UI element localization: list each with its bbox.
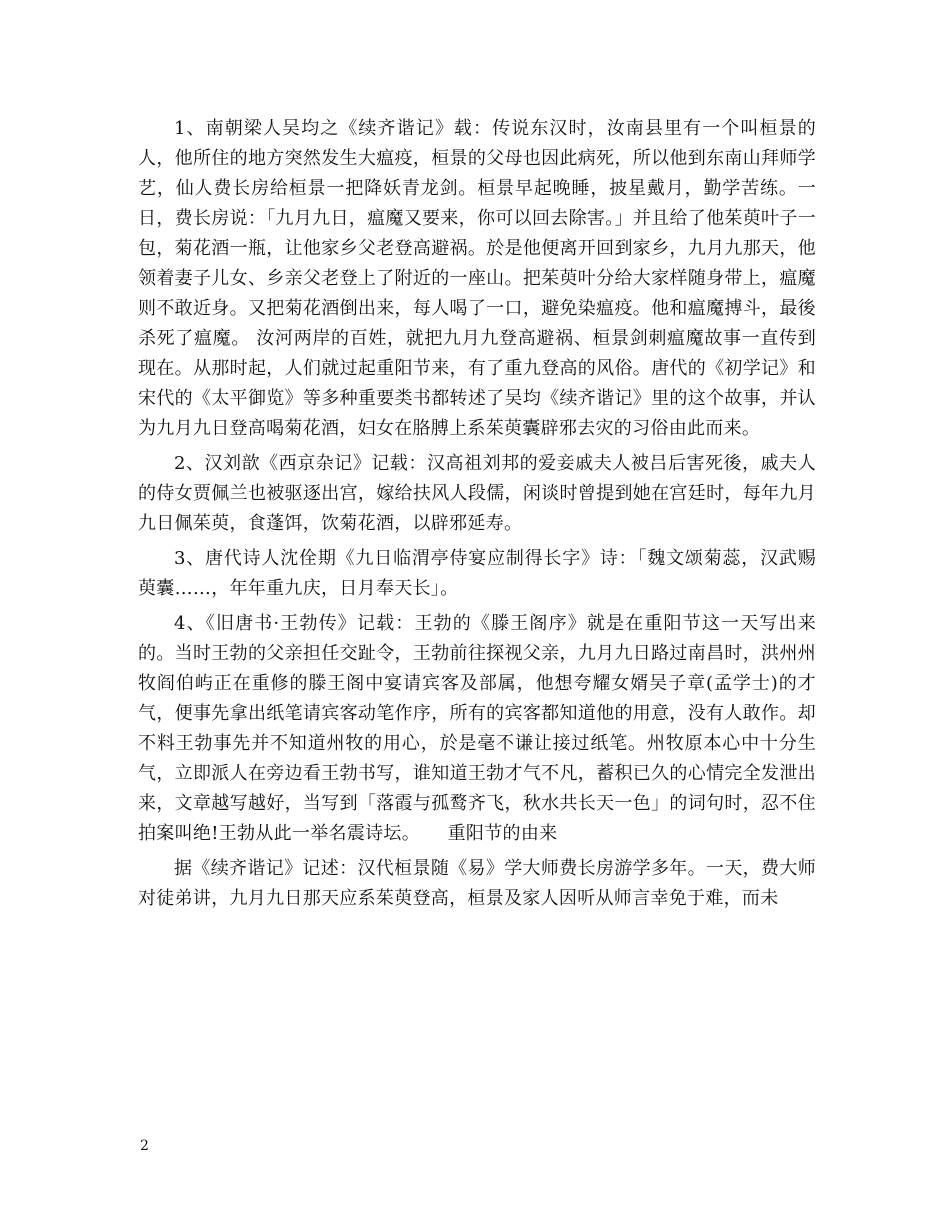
paragraph-5: 据《续齐谐记》记述：汉代桓景随《易》学大师费长房游学多年。一天，费大师对徒弟讲，九月九日那天应系茱萸登高，桓景及家人因听从师言幸免于难，而未 xyxy=(138,858,816,909)
body-text xyxy=(138,114,816,914)
paragraph-2: 2、汉刘歆《西京杂记》记载：汉高祖刘邦的爱妾戚夫人被吕后害死後，戚夫人的侍女贾佩兰也被驱逐出宫，嫁给扶风人段儒，闲谈时曾提到她在宫廷时，每年九月九日佩茱萸，食蓬饵，饮菊花酒，以辟邪延寿。 xyxy=(138,453,816,534)
paragraph-4: 4、《旧唐书·王勃传》记载：王勃的《滕王阁序》就是在重阳节这一天写出来的。当时王勃的父亲担任交趾令，王勃前往探视父亲，九月九日路过南昌时，洪州州牧阎伯屿正在重修的滕王阁中宴请宾客及部属，他想夸耀女婿吴子章(孟学士)的才气，便事先拿出纸笔请宾客动笔作序，所有的宾客都知道他的用意，没有人敢作。却不料王勃事先并不知道州牧的用心，於是毫不谦让接过纸笔。州牧原本心中十分生气，立即派人在旁边看王勃书写，谁知道王勃才气不凡，蓄积已久的心情完全发泄出来，文章越写越好，当写到「落霞与孤鹜齐飞，秋水共长天一色」的词句时，忍不住拍案叫绝!王勃从此一举名震诗坛。 重阳节的由来 xyxy=(138,613,816,844)
paragraph-3: 3、唐代诗人沈佺期《九日临渭亭侍宴应制得长字》诗：「魏文颂菊蕊，汉武赐萸囊……，年年重九庆，日月奉天长」。 xyxy=(138,548,816,599)
page-number: 2 xyxy=(140,1138,149,1154)
paragraph-1: 1、南朝梁人吴均之《续齐谐记》载：传说东汉时，汝南县里有一个叫桓景的人，他所住的地方突然发生大瘟疫，桓景的父母也因此病死，所以他到东南山拜师学艺，仙人费长房给桓景一把降妖青龙剑。桓景早起晚睡，披星戴月，勤学苦练。一日，费长房说：「九月九日，瘟魔又要来，你可以回去除害。」并且给了他茱萸叶子一包，菊花酒一瓶，让他家乡父老登高避祸。於是他便离开回到家乡，九月九那天，他领着妻子儿女、乡亲父老登上了附近的一座山。把茱萸叶分给大家样随身带上，瘟魔则不敢近身。又把菊花酒倒出来，每人喝了一口，避免染瘟疫。他和瘟魔搏斗，最後杀死了瘟魔。 汝河两岸的百姓，就把九月九登高避祸、桓景剑刺瘟魔故事一直传到现在。从那时起，人们就过起重阳节来，有了重九登高的风俗。唐代的《初学记》和宋代的《太平御览》等多种重要类书都转述了吴均《续齐谐记》里的这个故事，并认为九月九日登高喝菊花酒，妇女在胳膊上系茱萸囊辟邪去灾的习俗由此而来。 xyxy=(138,118,816,439)
